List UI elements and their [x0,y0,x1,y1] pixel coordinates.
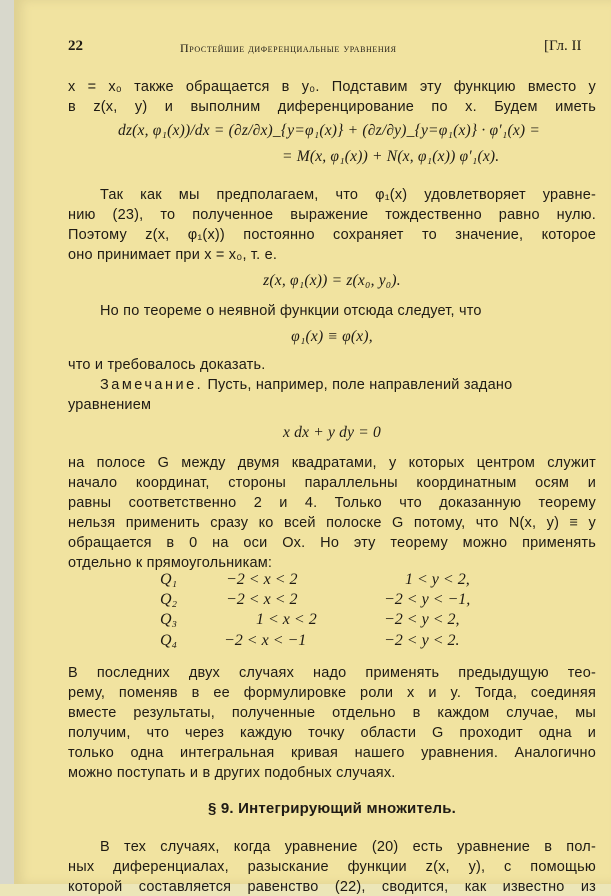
y-range: 1 < y < 2, [405,571,470,588]
rect-name: Q₄ [160,632,178,649]
running-title: Простейшие диференциальные уравнения [180,41,397,55]
section-heading: § 9. Интегрирующий множитель. [207,800,457,817]
text-line: которой составляется равенство (22), сводится, как известно из [68,879,596,895]
text-line: уравнением [68,397,152,413]
text-line: x = x₀ также обращается в y₀. Подставим эту функцию вместо y [68,79,596,95]
y-range: −2 < y < −1, [384,591,471,608]
chapter-label: [Гл. II [544,38,582,54]
page-number: 22 [68,38,83,54]
text-line: вместе результаты, полученные отдельно в каждом случае, мы [68,705,596,721]
x-range: −2 < x < −1 [224,632,307,649]
text-line: обращается в 0 на оси Ox. Но эту теорему можно применять [68,535,596,551]
text-line: В тех случаях, когда уравнение (20) есть уравнение в пол- [100,839,596,855]
rect-name: Q₂ [160,591,178,608]
text-line: Так как мы предполагаем, что φ₁(x) удовлетворяет уравне- [100,187,596,203]
text-line: в z(x, y) и выполним диференцирование по x. Будем иметь [68,99,596,115]
text-line: только одна интегральная кривая нашего уравнения. Аналогично [68,745,596,761]
formula: = M(x, φ₁(x)) + N(x, φ₁(x)) φ′₁(x). [282,148,500,165]
x-range: −2 < x < 2 [226,591,298,608]
scan-edge [0,0,14,884]
x-range: 1 < x < 2 [256,611,317,628]
remark-label: Замечание. [100,377,204,393]
text-line: Поэтому z(x, φ₁(x)) постоянно сохраняет то значение, которое [68,227,596,243]
x-range: −2 < x < 2 [226,571,298,588]
rect-name: Q₃ [160,611,178,628]
text-line: что и требовалось доказать. [68,357,266,373]
formula: dz(x, φ₁(x))/dx = (∂z/∂x)_{y=φ₁(x)} + (∂z/∂y)_{y=φ₁(x)} · φ′₁(x) = [118,122,540,139]
text-line: нельзя применить сразу ко всей полоске G потому, что N(x, y) ≡ y [68,515,596,531]
text-line: начало координат, стороны параллельны координатным осям и [68,475,596,491]
text-line: равны соответственно 2 и 4. Только что доказанную теорему [68,495,596,511]
text-line: оно принимает при x = x₀, т. е. [68,247,278,263]
text-line: рему, поменяв в ее формулировке роли x и y. Тогда, соединяя [68,685,596,701]
text-line: Но по теореме о неявной функции отсюда следует, что [100,303,482,319]
text-line: можно поступать и в других подобных случаях. [68,765,396,781]
formula: x dx + y dy = 0 [283,424,381,441]
y-range: −2 < y < 2, [384,611,460,628]
text-line: В последних двух случаях надо применять предыдущую тео- [68,665,596,681]
rect-name: Q₁ [160,571,178,588]
remark-text: Пусть, например, поле направлений задано [207,377,513,393]
text-line: нию (23), то полученное выражение тождественно равно нулю. [68,207,596,223]
formula: z(x, φ₁(x)) = z(x₀, y₀). [263,272,401,289]
formula: φ₁(x) ≡ φ(x), [291,328,373,345]
remark-line [100,376,596,394]
text-line: отдельно к прямоугольникам: [68,555,273,571]
y-range: −2 < y < 2. [384,632,460,649]
text-line: получим, что через каждую точку области G проходит одна и [68,725,596,741]
text-line: ных диференциалах, разыскание функции z(x, y), с помощью [68,859,596,875]
text-line: на полосе G между двумя квадратами, у которых центром служит [68,455,596,471]
